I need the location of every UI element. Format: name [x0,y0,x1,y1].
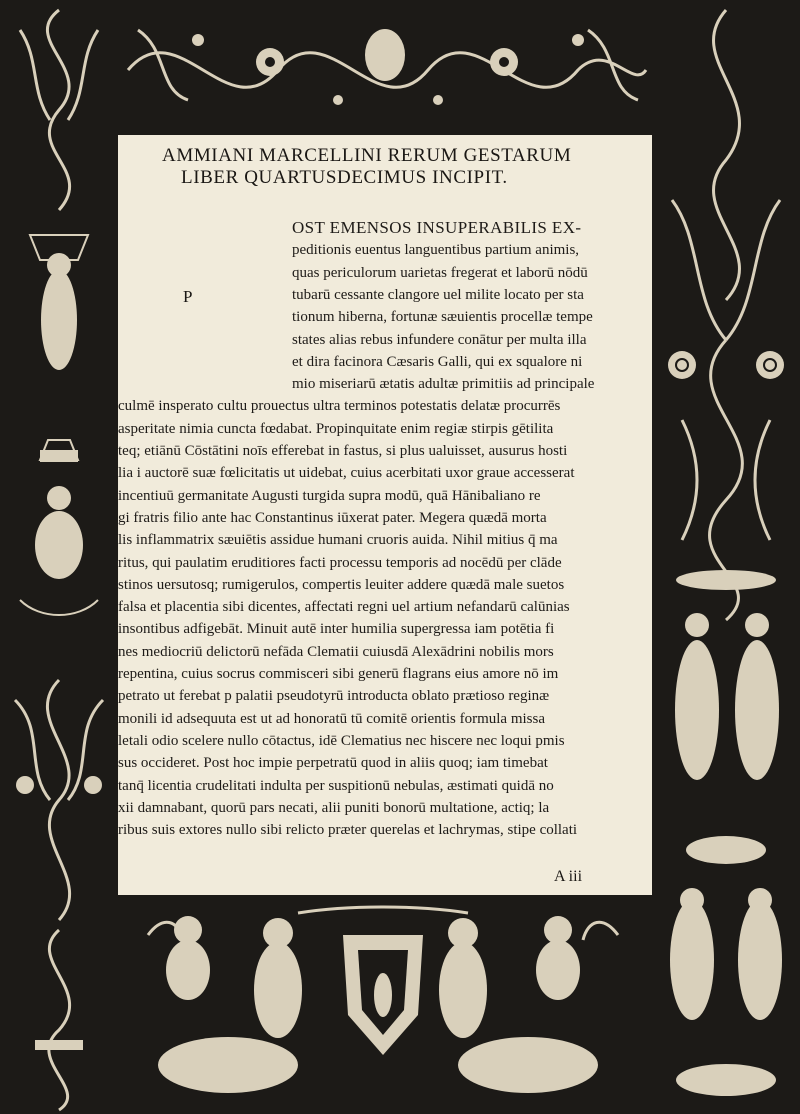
body-line: lia i auctorē suæ fœlicitatis ut uidebat, cuius acerbitati uxor graue accesserat [118,465,575,482]
body-line: tubarū cessante clangore uel milite locato per sta [292,286,584,303]
body-line: lis inflammatrix sæuiētis assidue humani cruoris auida. Nihil mitius q̄ ma [118,532,558,549]
body-line: falsa et placentia sibi dicentes, affectati regni uel artium nefandarū calūnias [118,599,570,616]
body-line: asperitate nimia cuncta fœdabat. Propinquitate enim regiæ stirpis gētilita [118,420,554,437]
body-line: gi fratris filio ante hac Constantinus iūxerat pater. Megera quædā morta [118,509,547,526]
body-line: monili id adsequuta est ut ad honoratū tū comitē orientis formula missa [118,710,546,727]
body-line: et dira facinora Cæsaris Galli, qui ex squalore ni [292,353,583,370]
body-line: insontibus adfigebāt. Minuit autē inter humilia supergressa iam potētia fi [118,621,555,638]
right-woodcut-border [652,0,800,1114]
body-line: ritus, qui paulatim eruditiores facti processu temporis ad nocēdū per clāde [118,554,562,571]
signature-mark: A iii [554,868,583,885]
body-line: peditionis euentus languentibus partium animis, [292,242,580,259]
bottom-woodcut-border [118,895,652,1114]
body-line: mio miseriarū ætatis adultæ primitiis ad principale [292,376,595,393]
chapter-title [162,145,632,189]
top-woodcut-border [118,0,652,135]
body-line: sus occideret. Post hoc impie perpetratū quod in aliis quoq; iam timebat [118,755,548,772]
body-line: incentiuū germanitate Augusti turgida supra modū, quā Hānibaliano re [118,487,541,504]
title-line-2: LIBER QUARTUSDECIMUS INCIPIT. [181,167,508,188]
body-line: teq; etiānū Cōstātini noīs efferebat in fastus, si plus ualuisset, ausurus hosti [118,443,568,459]
body-line: tanq̄ licentia crudelitati indulta per suspitionū nebulas, æstimati quidā no [118,777,554,794]
body-line: stinos uersutosq; rumigerulos, compertis leuiter addere quædā male suetos [118,576,565,593]
body-line: tionum hiberna, fortunæ sæuientis procellæ tempe [292,309,593,326]
initial-letter: P [183,287,193,306]
left-woodcut-border [0,0,118,1114]
body-line: nes mediocriū delictorū nefāda Clematii cuiusdā Alexādrini nobilis mors [118,643,554,660]
title-line-1: AMMIANI MARCELLINI RERUM GESTARUM [162,145,572,166]
body-line: quas periculorum uarietas fregerat et laborū nōdū [292,264,588,281]
body-line: petrato ut ferebat p palatii pseudotyrū introducta oblato prætioso reginæ [118,688,550,705]
body-line: xii damnabant, quorū pars necati, alii puniti bonorū multatione, actiq; la [118,799,550,816]
body-line: repentina, cuius socrus commisceri sibi generū flagrans eius amore nō im [118,666,559,682]
body-line: ribus suis extores nullo sibi relicto præter querelas et lachrymas, stipe collati [118,822,578,839]
body-line: OST EMENSOS INSUPERABILIS EX- [292,218,582,237]
text-block [118,135,652,895]
body-line: states alias rebus infundere conātur per multa illa [292,331,587,348]
body-line: culmē insperato cultu prouectus ultra terminos potestatis delatæ procurrēs [118,398,561,415]
body-line: letali odio scelere nullo cōtactus, idē Clematius nec hiscere nec loqui pmis [118,732,565,749]
